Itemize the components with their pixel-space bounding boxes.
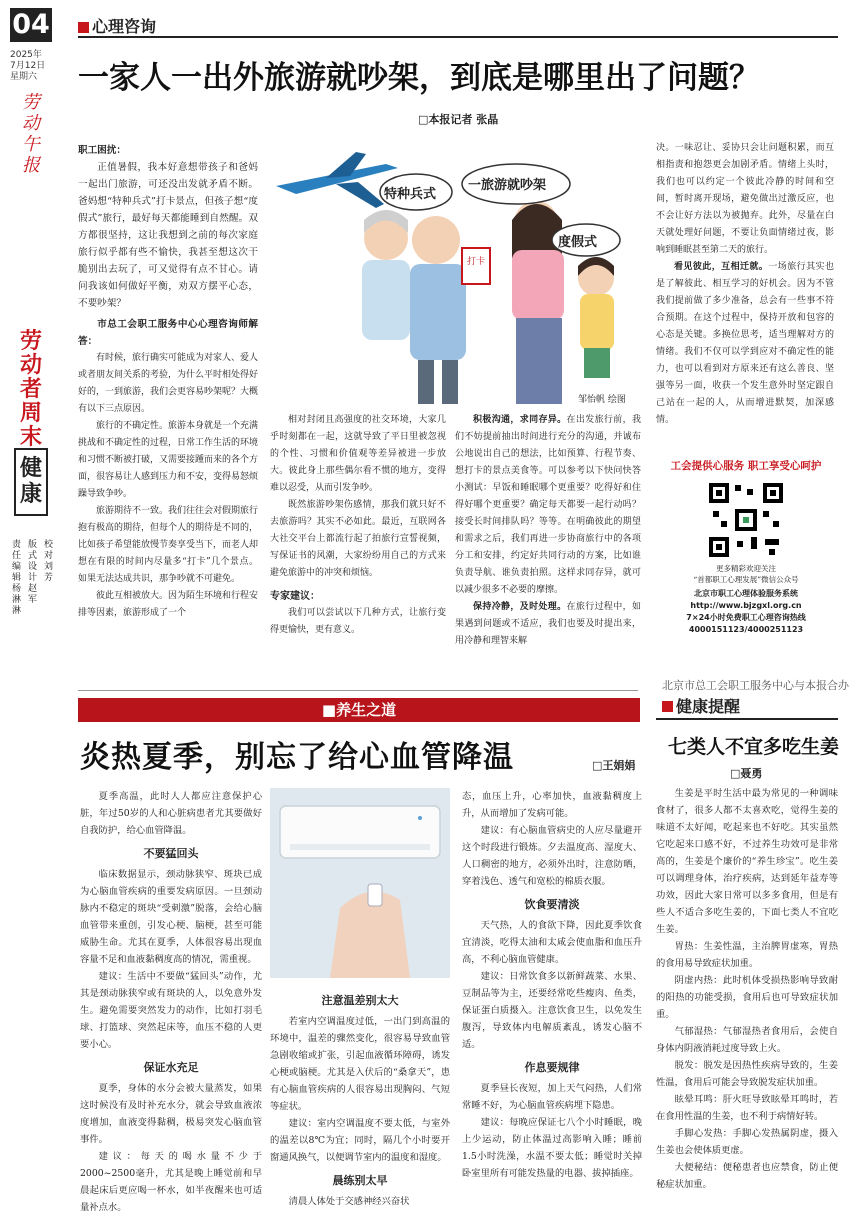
col4-text2: 一场旅行其实也是了解彼此、相互学习的好机会。因为不管我们提前做了多少准备，总会有一些事不符合预期。在这个过程中，保持开放和包容的心态是关键。多换位思考，适当理解对方的情绪。我们不仅可以学到应对不确定性的能力，也可以看到对方原来还有这么善良、坚强等另一面，收获一个发生意外时坚定跟自己站在一起的人，从而增进默契，加深感情。 — [656, 262, 834, 425]
promo-url[interactable]: http://www.bjzgxl.org.cn — [690, 601, 802, 610]
a3-p4: 气郁湿热：气郁湿热者食用后，会使自身体内阴液消耗过度导致上火。 — [656, 1026, 838, 1054]
bubble-vacation: 度假式 — [558, 235, 598, 250]
air-conditioner-icon — [280, 806, 440, 858]
qr-code-icon[interactable] — [707, 481, 785, 559]
mother-pants — [516, 318, 562, 404]
a2-p5b: 建议：日常饮食多以新鲜蔬菜、水果、豆制品等为主，还要经常吃些瘦肉、鱼类，保证蛋白质摄入。注意饮食卫生，以免发生腹泻，导致体内电解质紊乱，诱发心脑不适。 — [462, 971, 642, 1050]
section-rule — [78, 36, 838, 38]
article1-col4 — [656, 140, 834, 429]
weekday: 星期六 — [10, 72, 38, 82]
credit-design: 版式设计 赵军 — [28, 540, 38, 605]
article2-headline: 炎热夏季，别忘了给心血管降温 — [80, 740, 514, 775]
article2-col2 — [270, 986, 450, 1210]
section-divider — [78, 690, 638, 691]
article1-col2 — [270, 412, 446, 639]
bubble-special-forces: 特种兵式 — [384, 187, 437, 202]
article2-byline: □王娟娟 — [592, 759, 636, 772]
expert-text: 我们可以尝试以下几种方式，让旅行变得更愉快，更有意义。 — [270, 608, 446, 635]
col3-text: 在出发旅行前，我们不妨提前抽出时间进行充分的沟通，并诚布公地说出自己的想法，比如预算、行程节奏、想打卡的景点美食等。可以参考以下快问快答小测试：早饭和睡眠哪个更重要？吃得好和住得好哪个更重要？确定每天都要一起行动吗？接受长时间排队吗？等等。在明确彼此的期望和需求之后，我们再进一步协商旅行中的各项分工和安排，约定好共同行动的方案，比如谁负责导航、谁负责拍照。这样求同存异，就可以减少很多不必要的摩擦。 — [455, 415, 641, 595]
article3-byline: □聂勇 — [730, 767, 763, 780]
a2-p4: 清晨人体处于交感神经兴奋状 — [288, 1196, 410, 1207]
article1-illustration — [266, 128, 650, 410]
col2-p2: 既然旅游吵架伤感情，那我们就只好不去旅游吗？其实不必如此。最近，互联网各大社交平台上都流行起了拍旅行宣誓视频，写保证书的风潮，大家纷纷用自己的方式来避免旅游中的冲突和烦恼。 — [270, 500, 446, 578]
col2-p1: 相对封闭且高强度的社交环境，大家几乎时刻都在一起，这就导致了平日里被忽视的个性、习惯和价值观等差异被进一步放大。彼此身上那些偶尔看不惯的地方，变得难以忍受，从而引发争吵。 — [270, 415, 446, 493]
bubble-quarrel: 一旅游就吵架 — [468, 178, 547, 193]
a2-p1: 临床数据显示，颈动脉狭窄、斑块已成为心脑血管疾病的重要发病原因。一旦颈动脉内不稳定的斑块“受刺激”脱落，会给心脑血管带来重创，引发心梗、脑梗，甚至可能威胁生命。尤其在夏季，人体很容易出现血容量不足和血液黏稠度高的情况，需重视。 — [80, 869, 262, 965]
answer-p3: 旅游期待不一致。我们往往会对假期旅行抱有极高的期待，但每个人的期待是不同的，比如孩子希望能放慢节奏享受当下，而老人却想在有限的时间内尽量多“打卡”几个景点。如果无法达成共识，那争吵就不可避免。 — [78, 506, 259, 584]
article1-byline: □本报记者 张晶 — [418, 113, 499, 126]
article2-col3 — [462, 788, 642, 1182]
expert-label: 专家建议： — [270, 591, 320, 602]
a2-p3b: 建议：室内空调温度不要太低，与室外的温差以8℃为宜；同时，隔几个小时要开窗通风换气，以便调节室内的温度和湿度。 — [270, 1118, 450, 1163]
grandpa-body — [410, 264, 466, 360]
credit-editor: 责任编辑 杨淋淋 — [12, 540, 22, 616]
subhead-6: 作息要规律 — [524, 1061, 580, 1074]
hotline-number: 4000151123/4000251123 — [688, 625, 804, 634]
section-psych: 心理咨询 — [78, 14, 156, 37]
a2-p2b: 建议：每天的喝水量不少于2000~2500毫升，尤其是晚上睡觉前和早晨起床后更应喝一杯水，如半夜醒来也可适量补点水。 — [80, 1151, 262, 1213]
page-number: 04 — [10, 8, 52, 42]
promo-slogan: 工会提供心服务 职工享受心呵护 — [670, 460, 822, 472]
promo-box — [656, 458, 836, 668]
answer-p1: 有时候，旅行确实可能成为对家人、爱人或者朋友间关系的考验，为什么平时相处得好好的，一到旅游，我们会更容易吵架呢？大概有以下三点原因。 — [78, 353, 259, 414]
a2-p5: 天气热，人的食欲下降，因此夏季饮食宜清淡，吃得太油和太咸会使血脂和血压升高，不利心脑血管健康。 — [462, 920, 642, 965]
a3-p1: 生姜是平时生活中最为常见的一种调味食材了，很多人都不太喜欢吃，觉得生姜的味道不太好闻，吃起来也不好吃。其实虽然它吃起来口感不好，不过养生功效可是非常高的，生姜是个廉价的“养生珍宝”。吃生姜可以调理身体，治疗疾病，达到延年益寿等功效，因此大家日常可以多多食用，但是有些人不适合多吃生姜的，下面七类人不宜吃生姜。 — [656, 788, 838, 935]
illustration-credit: 邹怡帆 绘图 — [578, 395, 626, 405]
sign-text: 打卡 — [466, 257, 485, 267]
section-health-bar: ■养生之道 — [78, 698, 640, 722]
a3-p3: 阴虚内热：此时机体受损热影响导致耐的阳热的功能受损，食用后也可导致症状加重。 — [656, 975, 838, 1020]
date-day: 7月12日 — [10, 61, 46, 71]
col3-title: 积极沟通，求同存异。 — [473, 415, 567, 425]
subhead-2: 保证水充足 — [143, 1061, 199, 1074]
answer-p2: 旅行的不确定性。旅游本身就是一个充满挑战和不确定性的过程，日常工作生活的环境和习惯不断被打破，又需要接踵而来的各个方面，很容易让人感到压力和不安，变得易怒烦躁导致争吵。 — [78, 421, 259, 499]
promo-footer: 北京市总工会职工服务中心与本报合办 — [662, 679, 849, 692]
answer-label: 市总工会职工服务中心心理咨询师解答： — [78, 319, 258, 347]
question-label: 职工困扰： — [78, 145, 126, 156]
a2-p3: 若室内空调温度过低，一出门到高温的环境中，温差的骤然变化，很容易导致血管急剧收缩或扩张，引起血液循环障碍，诱发心梗或脑梗。尤其是入伏后的“桑拿天”，患有心脑血管疾病的人很容易出现胸闷、气短等症状。 — [270, 1016, 450, 1112]
col4-text: 决。一味忍让、妥协只会让问题积累，而互相指责和抱怨更会加剧矛盾。情绪上头时，我们也可以约定一个彼此冷静的时间和空间，暂时离开现场，避免做出过激反应，也不会让好方法以为被抛弃。此外，尽量在白天就处理好问题，不要让负面情绪过夜，影响到睡眠甚至第二天的旅行。 — [656, 143, 834, 255]
remote-control-icon — [368, 884, 382, 906]
a2-c3p: 态，血压上升，心率加快，血液黏稠度上升，从而增加了发病可能。 — [462, 791, 642, 819]
subhead-3: 注意温差别太大 — [321, 994, 399, 1007]
col4-title: 看见彼此，互相迁就。 — [674, 262, 769, 272]
promo-org: 北京市职工心理体验服务系统 — [694, 589, 798, 598]
health-label: 健康 — [14, 448, 48, 516]
answer-p4: 彼此互相被放大。因为陌生环境和行程安排等因素，旅游形成了一个 — [78, 591, 259, 618]
subhead-5: 饮食要清淡 — [524, 898, 580, 911]
a3-p2: 胃热：生姜性温，主治脾胃虚寒，胃热的食用易导致症状加重。 — [656, 941, 838, 969]
a3-p8: 大便秘结：便秘患者也应禁食，防止便秘症状加重。 — [656, 1162, 838, 1190]
article1-headline: 一家人一出外旅游就吵架，到底是哪里出了问题？ — [78, 60, 760, 96]
article1-col3 — [455, 412, 641, 650]
grandpa-head — [412, 216, 460, 264]
article3-headline: 七类人不宜多吃生姜 — [668, 736, 840, 758]
ac-photo — [270, 788, 450, 978]
article2-col1 — [80, 788, 262, 1216]
a2-p1b: 建议：生活中不要做“猛回头”动作，尤其是颈动脉狭窄或有斑块的人，以免意外发生。避免需要突然发力的动作，比如打羽毛球、打篮球、突然起床等，血压不稳的人更要小心。 — [80, 971, 262, 1050]
article1-col1 — [78, 142, 258, 622]
credit-proof: 校 对 刘芳 — [44, 540, 54, 583]
grandma-body — [362, 260, 410, 340]
article2-intro: 夏季高温，此时人人都应注意保护心脏，年过50岁的人和心脏病患者尤其要做好自我防护，给心血管降温。 — [80, 791, 262, 836]
section-reminder: 健康提醒 — [662, 694, 740, 717]
reminder-rule — [656, 718, 838, 720]
col3-text2: 在旅行过程中，如果遇到问题或不适应，我们也要及时提出来，用冷静和理智来解 — [455, 602, 641, 646]
subhead-1: 不要猛回头 — [143, 847, 199, 860]
article3-body — [656, 785, 838, 1193]
a3-p6: 眩晕耳鸣：肝火旺导致眩晕耳鸣时，若在食用性温的生姜，也不利于病情好转。 — [656, 1094, 838, 1122]
a2-p6: 夏季昼长夜短，加上天气闷热，人们常常睡不好，为心脑血管疾病埋下隐患。 — [462, 1083, 642, 1111]
subhead-4: 晨练别太早 — [332, 1174, 388, 1187]
date-year: 2025年 — [10, 50, 42, 60]
weekend-title: 劳动者周末 — [19, 329, 42, 450]
a3-p5: 脱发：脱发是因热性疾病导致的，生姜性温，食用后可能会导致脱发症状加重。 — [656, 1060, 838, 1088]
a2-p6b: 建议：每晚应保证七八个小时睡眠，晚上少运动，防止体温过高影响入睡；睡前1.5小时洗澡，水温不要太低；睡觉时关掉卧室里所有可能发热量的电器、拔掉插座。 — [462, 1117, 642, 1179]
a3-p7: 手脚心发热：手脚心发热属阴虚，摄入生姜也会使体质更虚。 — [656, 1128, 838, 1156]
a2-c3pb: 建议：有心脑血管病史的人应尽量避开这个时段进行锻炼。夕去温度高、湿度大、人口稠密的地方，必须外出时，注意防晒，穿着浅色、透气和宽松的棉质衣服。 — [462, 825, 642, 887]
child-shirt — [580, 294, 614, 350]
mother-top — [512, 250, 564, 320]
col3-title2: 保持冷静，及时处理。 — [473, 602, 567, 612]
question-text: 正值暑假，我本好意想带孩子和爸妈一起出门旅游，可还没出发就矛盾不断。爸妈想“特种兵式”打卡景点，但孩子想“度假式”旅行，最好每天都能睡到自然醒。双方都很坚持，这让我想到之前的每次家庭旅行似乎都有些不愉快，我甚至想这次干脆别出去玩了，可又觉得有点不甘心。请问我该如何做好平衡，劝双方摆平心态，不要吵架？ — [78, 162, 258, 309]
family-travel-illustration — [266, 128, 650, 410]
qr-caption-2: “首都职工心理发展”微信公众号 — [693, 575, 799, 584]
qr-caption-1: 更多精彩欢迎关注 — [716, 564, 776, 573]
masthead-logo: 劳动午报 — [22, 92, 40, 176]
hotline-label: 7×24小时免费职工心理咨询热线 — [686, 613, 806, 622]
a2-p2: 夏季，身体的水分会被大量蒸发，如果这时候没有及时补充水分，就会导致血液浓度增加，血液变得黏稠，极易突发心脑血管事件。 — [80, 1083, 262, 1145]
